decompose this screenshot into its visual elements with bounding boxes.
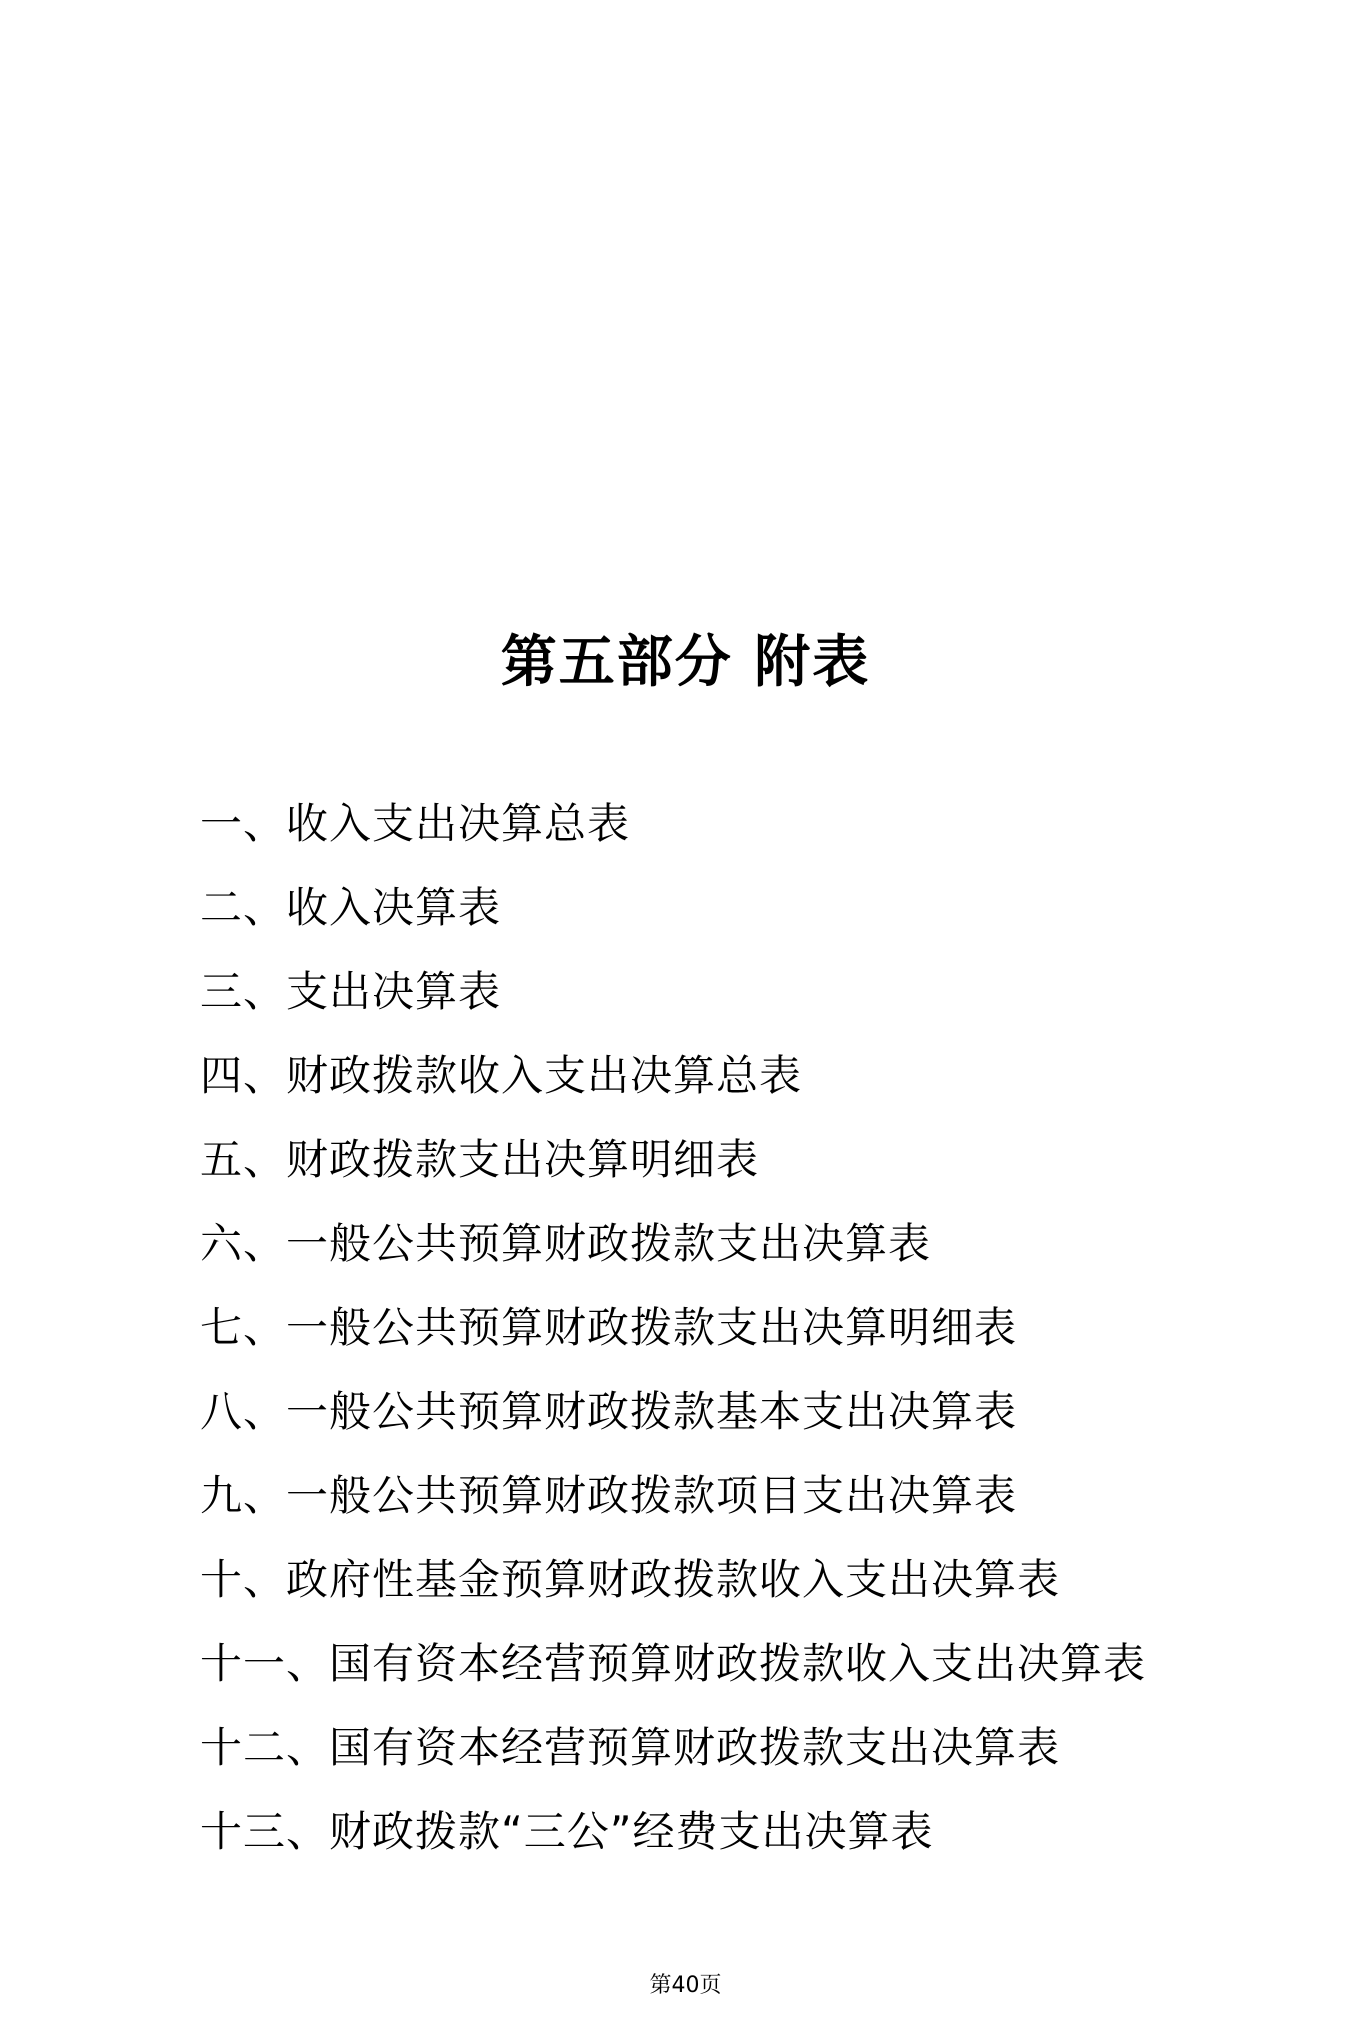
list-item: 一、收入支出决算总表	[200, 799, 631, 848]
list-item: 十二、国有资本经营预算财政拨款支出决算表	[200, 1723, 1061, 1772]
list-item: 六、一般公共预算财政拨款支出决算表	[200, 1219, 932, 1268]
list-item: 三、支出决算表	[200, 967, 502, 1016]
list-item: 四、财政拨款收入支出决算总表	[200, 1051, 803, 1100]
list-item: 五、财政拨款支出决算明细表	[200, 1135, 760, 1184]
page-number: 第40页	[649, 1973, 722, 1998]
list-item: 十一、国有资本经营预算财政拨款收入支出决算表	[200, 1639, 1147, 1688]
list-item: 十三、财政拨款“三公”经费支出决算表	[200, 1807, 934, 1856]
list-item: 七、一般公共预算财政拨款支出决算明细表	[200, 1303, 1018, 1352]
section-title: 第五部分 附表	[500, 630, 871, 695]
list-item: 八、一般公共预算财政拨款基本支出决算表	[200, 1387, 1018, 1436]
list-item: 十、政府性基金预算财政拨款收入支出决算表	[200, 1555, 1061, 1604]
appendix-table-list	[200, 782, 1146, 1874]
list-item: 二、收入决算表	[200, 883, 502, 932]
list-item: 九、一般公共预算财政拨款项目支出决算表	[200, 1471, 1018, 1520]
